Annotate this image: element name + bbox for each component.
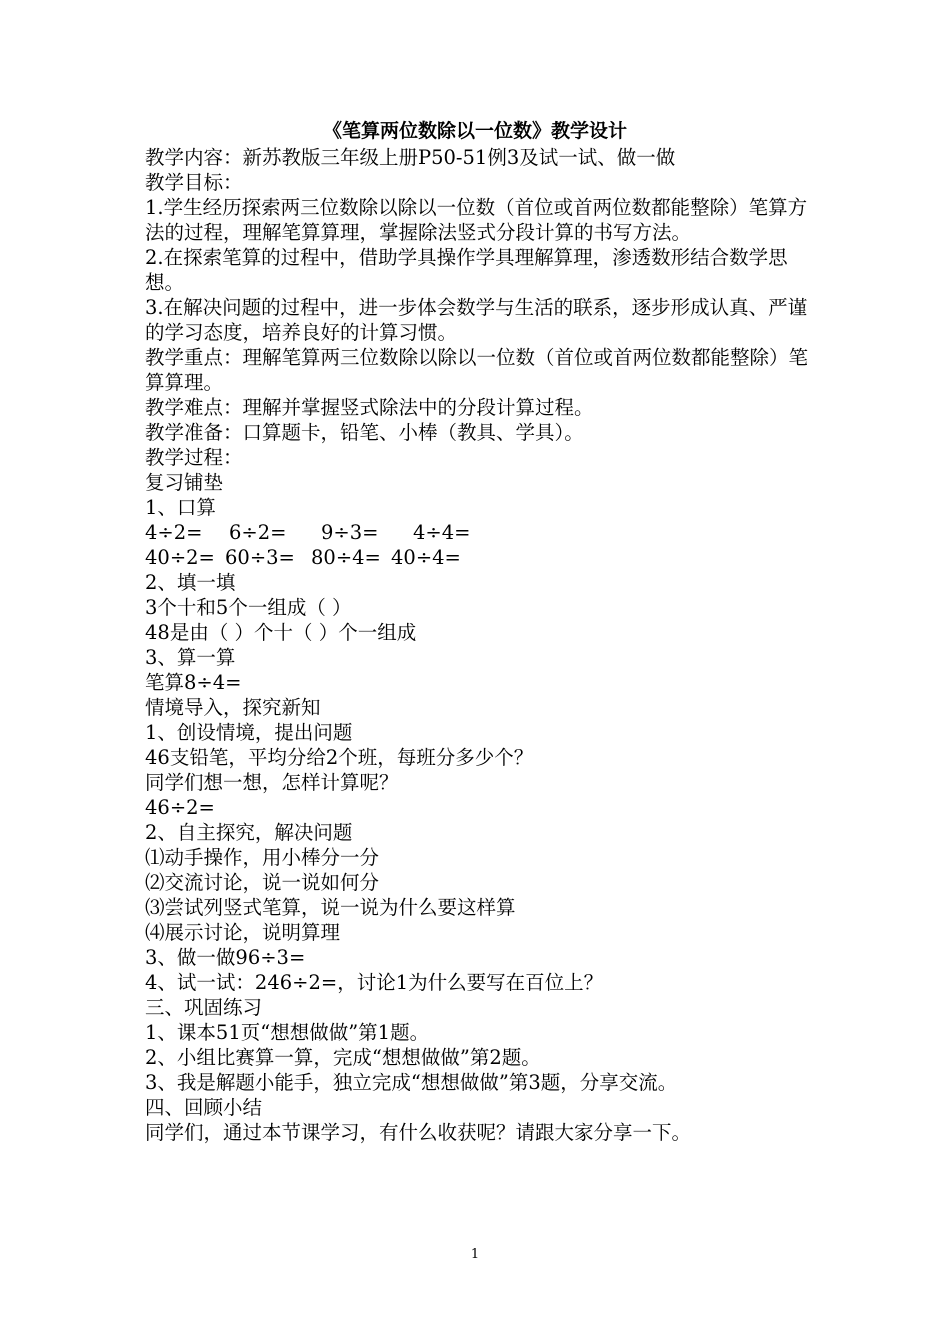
text-line: 3个十和5个一组成（ ） xyxy=(145,596,352,619)
text-line: 1、课本51页“想想做做”第1题。 xyxy=(145,1021,430,1044)
text-line: 46÷2= xyxy=(145,796,215,819)
text-line: 1、创设情境，提出问题 xyxy=(145,721,353,744)
oral-calc-item: 4÷2= xyxy=(145,521,203,544)
text-line: 教学准备：口算题卡，铅笔、小棒（教具、学具）。 xyxy=(145,421,584,444)
oral-calc-item: 6÷2= xyxy=(229,521,287,544)
text-line: 46支铅笔，平均分给2个班，每班分多少个？ xyxy=(145,746,534,769)
text-line: 教学难点：理解并掌握竖式除法中的分段计算过程。 xyxy=(145,396,594,419)
oral-calc-row-1 xyxy=(145,520,813,545)
oral-calc-item: 4÷4= xyxy=(413,521,471,544)
text-line: 教学重点：理解笔算两三位数除以除以一位数（首位或首两位数都能整除）笔算算理。 xyxy=(145,346,809,394)
text-line: 1、口算 xyxy=(145,496,216,519)
text-line: 复习铺垫 xyxy=(145,471,224,494)
document-title: 《笔算两位数除以一位数》教学设计 xyxy=(322,120,627,142)
text-line: 教学内容：新苏教版三年级上册P50-51例3及试一试、做一做 xyxy=(145,146,676,169)
text-line: 3、我是解题小能手，独立完成“想想做做”第3题，分享交流。 xyxy=(145,1071,678,1094)
oral-calc-item: 60÷3= xyxy=(225,546,295,569)
text-line: 4、试一试：246÷2=，讨论1为什么要写在百位上？ xyxy=(145,971,604,994)
page-number: 1 xyxy=(470,1247,480,1262)
text-line: 2、小组比赛算一算，完成“想想做做”第2题。 xyxy=(145,1046,541,1069)
text-line: 同学们，通过本节课学习，有什么收获呢？请跟大家分享一下。 xyxy=(145,1121,692,1144)
text-line: 2、填一填 xyxy=(145,571,236,594)
text-line: ⑷展示讨论，说明算理 xyxy=(145,921,341,944)
text-line: 情境导入，探究新知 xyxy=(145,696,321,719)
oral-calc-item: 40÷4= xyxy=(391,546,461,569)
text-line: ⑶尝试列竖式笔算，说一说为什么要这样算 xyxy=(145,896,516,919)
oral-calc-item: 9÷3= xyxy=(321,521,379,544)
text-line: 48是由（ ）个十（ ）个一组成 xyxy=(145,621,417,644)
text-line: 教学目标： xyxy=(145,171,243,194)
document-body xyxy=(145,145,813,1145)
text-line: ⑴动手操作，用小棒分一分 xyxy=(145,846,380,869)
text-line: 3、做一做96÷3= xyxy=(145,946,306,969)
text-line: 3、算一算 xyxy=(145,646,236,669)
text-line: 同学们想一想，怎样计算呢？ xyxy=(145,771,399,794)
text-line: 教学过程： xyxy=(145,446,243,469)
oral-calc-row-2 xyxy=(145,545,813,570)
text-line: 四、回顾小结 xyxy=(145,1096,263,1119)
text-line: 1.学生经历探索两三位数除以除以一位数（首位或首两位数都能整除）笔算方法的过程，理解笔算算理，掌握除法竖式分段计算的书写方法。 xyxy=(145,196,808,244)
oral-calc-item: 80÷4= xyxy=(311,546,381,569)
text-line: 2.在探索笔算的过程中，借助学具操作学具理解算理，渗透数形结合数学思想。 xyxy=(145,246,788,294)
text-line: 3.在解决问题的过程中，进一步体会数学与生活的联系，逐步形成认真、严谨的学习态度，培养良好的计算习惯。 xyxy=(145,296,808,344)
text-line: 2、自主探究，解决问题 xyxy=(145,821,353,844)
oral-calc-item: 40÷2= xyxy=(145,546,215,569)
text-line: ⑵交流讨论，说一说如何分 xyxy=(145,871,380,894)
text-line: 三、巩固练习 xyxy=(145,996,263,1019)
text-line: 笔算8÷4= xyxy=(145,671,242,694)
